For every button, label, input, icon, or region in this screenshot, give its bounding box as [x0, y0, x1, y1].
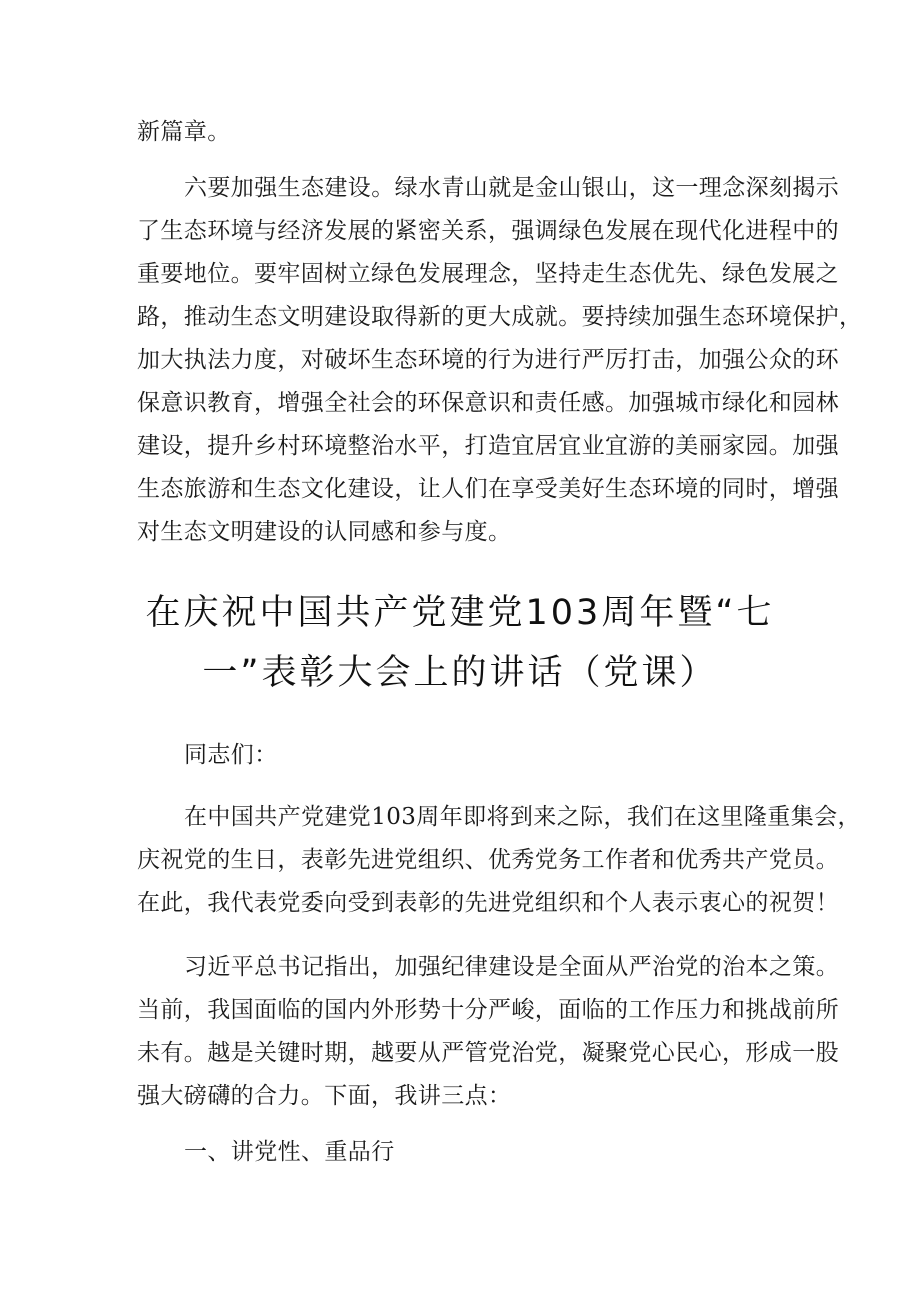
paragraph-line: 重要地位。要牢固树立绿色发展理念，坚持走生态优先、绿色发展之	[137, 261, 839, 287]
paragraph-line: 了生态环境与经济发展的紧密关系，强调绿色发展在现代化进程中的	[137, 218, 839, 244]
paragraph-line: 保意识教育，增强全社会的环保意识和责任感。加强城市绿化和园林	[137, 390, 839, 416]
paragraph-line: 六要加强生态建设。绿水青山就是金山银山，这一理念深刻揭示	[184, 175, 840, 201]
speech-title-line: 在庆祝中国共产党建党103周年暨“七	[145, 593, 775, 633]
paragraph-line: 当前，我国面临的国内外形势十分严峻，面临的工作压力和挑战前所	[137, 997, 839, 1023]
paragraph-line: 未有。越是关键时期，越要从严管党治党，凝聚党心民心，形成一股	[137, 1040, 839, 1066]
paragraph-line: 习近平总书记指出，加强纪律建设是全面从严治党的治本之策。	[184, 954, 840, 980]
section-heading-one: 一、讲党性、重品行	[184, 1139, 395, 1165]
paragraph-line: 加大执法力度，对破坏生态环境的行为进行严厉打击，加强公众的环	[137, 347, 839, 373]
previous-section-tail: 新篇章。	[137, 119, 231, 145]
paragraph-line: 建设，提升乡村环境整治水平，打造宜居宜业宜游的美丽家园。加强	[137, 433, 839, 459]
paragraph-line: 生态旅游和生态文化建设，让人们在享受美好生态环境的同时，增强	[137, 476, 839, 502]
paragraph-line: 在中国共产党建党103周年即将到来之际，我们在这里隆重集会，	[184, 804, 861, 830]
speech-title-line: 一”表彰大会上的讲话（党课）	[202, 653, 718, 693]
paragraph-line: 强大磅礴的合力。下面，我讲三点：	[137, 1083, 512, 1109]
paragraph-line: 路，推动生态文明建设取得新的更大成就。要持续加强生态环境保护，	[137, 304, 863, 330]
paragraph-line: 在此，我代表党委向受到表彰的先进党组织和个人表示衷心的祝贺！	[137, 890, 839, 916]
paragraph-line: 庆祝党的生日，表彰先进党组织、优秀党务工作者和优秀共产党员。	[137, 847, 839, 873]
salutation: 同志们：	[184, 742, 278, 768]
paragraph-line: 对生态文明建设的认同感和参与度。	[137, 519, 512, 545]
